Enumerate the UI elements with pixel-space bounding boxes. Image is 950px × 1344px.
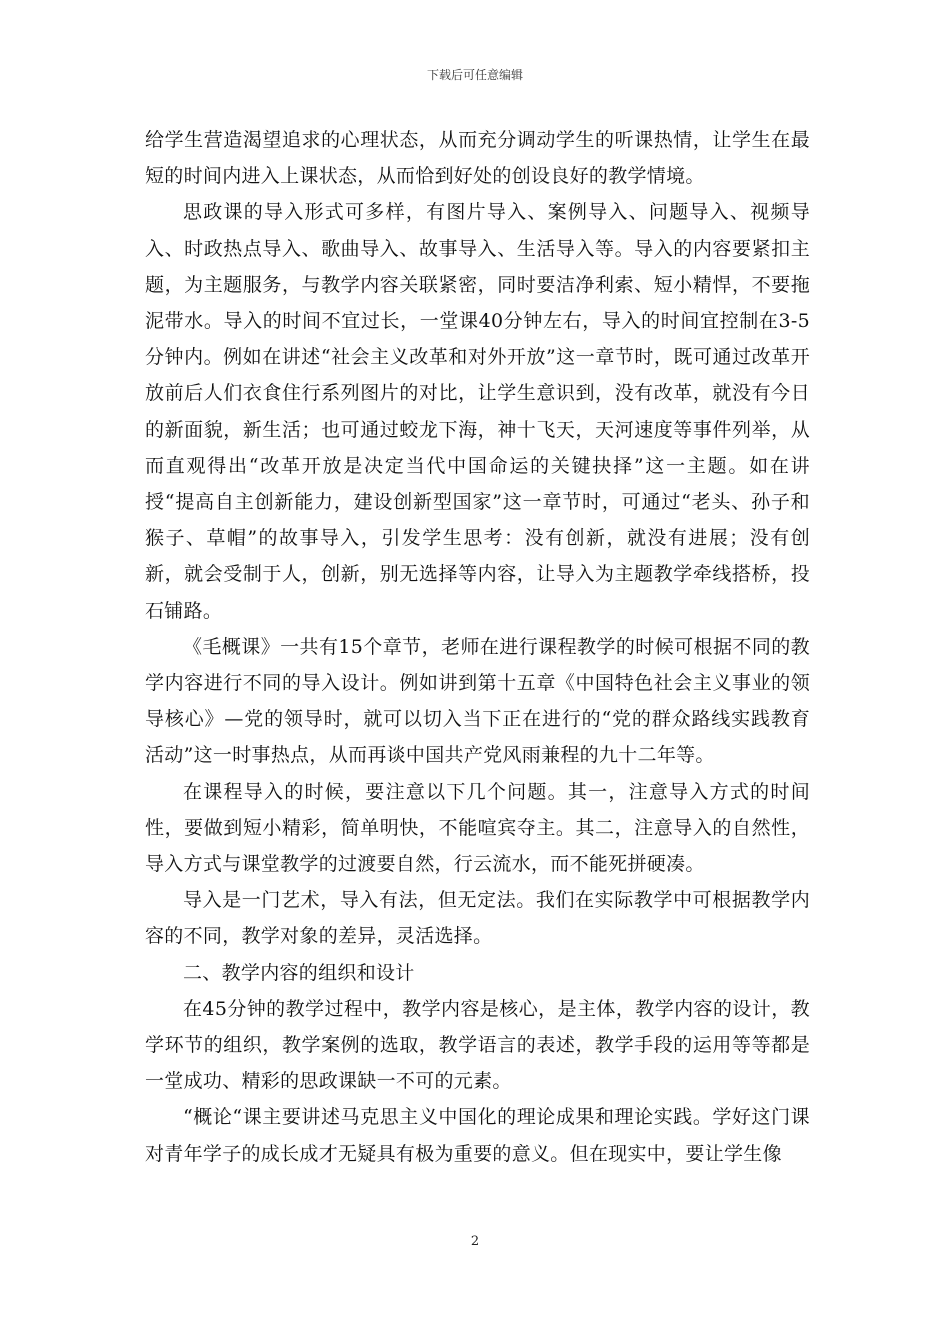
paragraph-1: 给学生营造渴望追求的心理状态，从而充分调动学生的听课热情，让学生在最短的时间内进入上课状态，从而恰到好处的创设良好的教学情境。 bbox=[145, 129, 810, 188]
paragraph-2: 思政课的导入形式可多样，有图片导入、案例导入、问题导入、视频导入、时政热点导入、歌曲导入、故事导入、生活导入等。导入的内容要紧扣主题，为主题服务，与教学内容关联紧密，同时要洁净利索、短小精悍，不要拖泥带水。导入的时间不宜过长，一堂课40分钟左右，导入的时间宜控制在3-5分钟内。例如在讲述“社会主义改革和对外开放”这一章节时，既可通过改革开放前后人们衣食住行系列图片的对比，让学生意识到，没有改革，就没有今日的新面貌，新生活；也可通过蛟龙下海，神十飞天，天河速度等事件列举，从而直观得出“改革开放是决定当代中国命运的关键抉择”这一主题。如在讲授“提高自主创新能力，建设创新型国家”这一章节时，可通过“老头、孙子和猴子、草帽”的故事导入，引发学生思考：没有创新，就没有进展；没有创新，就会受制于人，创新，别无选择等内容，让导入为主题教学牵线搭桥，投石铺路。 bbox=[145, 201, 810, 622]
page-number: 2 bbox=[470, 1234, 480, 1249]
document-body bbox=[145, 122, 810, 1172]
paragraph-6: 在45分钟的教学过程中，教学内容是核心，是主体，教学内容的设计，教学环节的组织，教学案例的选取，教学语言的表述，教学手段的运用等等都是一堂成功、精彩的思政课缺一不可的元素。 bbox=[145, 997, 810, 1093]
paragraph-5: 导入是一门艺术，导入有法，但无定法。我们在实际教学中可根据教学内容的不同，教学对象的差异，灵活选择。 bbox=[145, 889, 810, 948]
page-header: 下载后可任意编辑 bbox=[426, 68, 523, 82]
paragraph-7: “概论“课主要讲述马克思主义中国化的理论成果和理论实践。学好这门课对青年学子的成长成才无疑具有极为重要的意义。但在现实中，要让学生像 bbox=[145, 1106, 810, 1165]
paragraph-4: 在课程导入的时候，要注意以下几个问题。其一，注意导入方式的时间性，要做到短小精彩，简单明快，不能喧宾夺主。其二，注意导入的自然性，导入方式与课堂教学的过渡要自然，行云流水，而不能死拼硬凑。 bbox=[145, 780, 810, 876]
paragraph-3: 《毛概课》一共有15个章节，老师在进行课程教学的时候可根据不同的教学内容进行不同的导入设计。例如讲到第十五章《中国特色社会主义事业的领导核心》—党的领导时，就可以切入当下正在进行的“党的群众路线实践教育活动”这一时事热点，从而再谈中国共产党风雨兼程的九十二年等。 bbox=[145, 635, 810, 767]
section-heading: 二、教学内容的组织和设计 bbox=[183, 961, 415, 984]
